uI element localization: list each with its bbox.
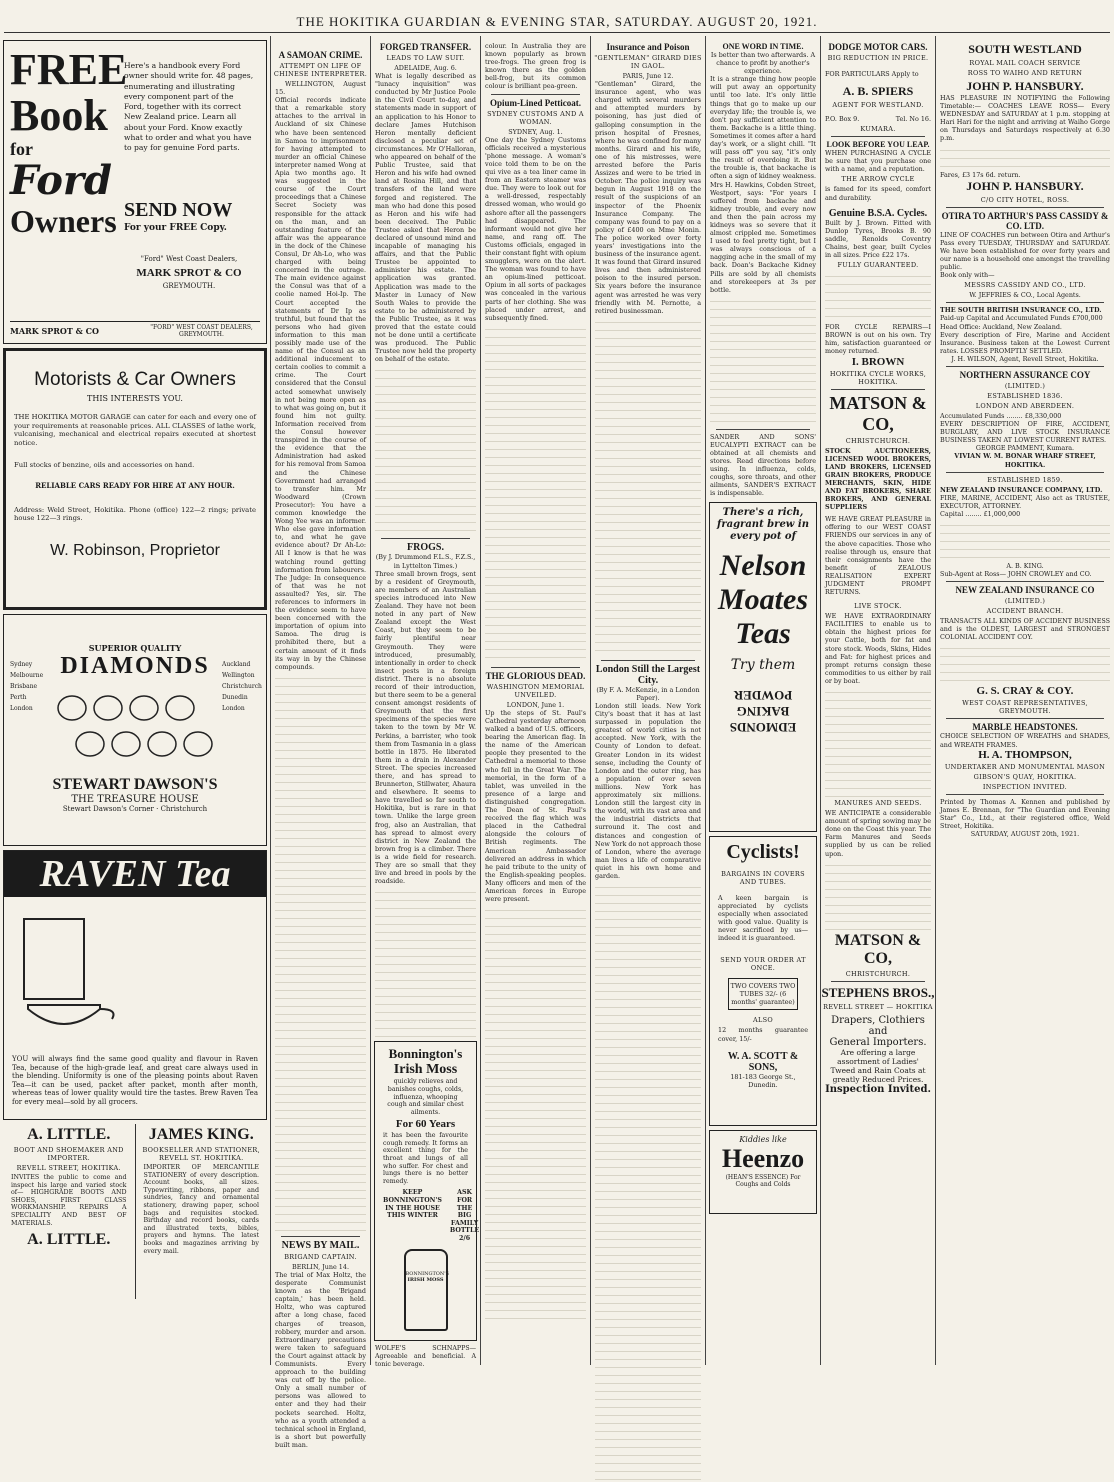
dodge-apply: FOR PARTICULARS Apply to (825, 70, 919, 78)
marble-headstones-title: MARBLE HEADSTONES. (972, 722, 1078, 733)
cyclists-advertisement (709, 836, 817, 1126)
separator (831, 389, 925, 390)
motorists-advertisement (3, 348, 267, 610)
nz-accident-branch: ACCIDENT BRANCH. (986, 607, 1064, 616)
news-by-mail-subtitle: BRIGAND CAPTAIN. (284, 1252, 357, 1261)
south-westland-subtitle: ROYAL MAIL COACH SERVICE (969, 59, 1081, 67)
frogs-body: Three small brown frogs, sent by a resident of Greymouth, are members of an Australian species introduced into New Zealand. They have not been noted in any part of New Zealand except the West Coast, but they seem to be fairly plentiful near Greymouth. They were introduced, presumably, intentionally in order to check insect pests in a foreign district. There is no absolute record of their introduction, but there seem to be a general consent amongst residents of Greymouth that the first specimens of the species were taken to the town by Mr W. Perkins, a barrister, who took them from Tasmania in a glass bottle in 1875. He liberated them in a drain in Alexander Street. The species increased there, and has spread to Brunnerton, Stillwater, Ahaura and elsewhere. It seems to have travelled so far south to Hokitika, but is rare in that town. Unlike the large green frog, also an Australian, that has spread to almost every district in New Zealand the brown frog is a climber. There is a wide field for research. They are so small that they live and breed in pools by the roadside. (375, 569, 476, 886)
diamonds-corner: Stewart Dawson's Corner · Christchurch (62, 805, 208, 813)
glorious-dead-body: Up the steps of St. Paul's Cathedral yesterday afternoon walked a band of U.S. officers, bearing the American flag. In the name of the American people they presented to the Cathedral a memorial to those who fell in the Great War. The memorial, in the form of a tablet, was unveiled in the presence of a large and distinguished congregation. The Dean of St. Paul's received the flag which was placed in the Cathedral alongside the colours of British regiments. The American Ambassador delivered an address in which he paid tribute to the unity of the English-speaking peoples. Many officers and men of the American forces in Europe were present. (485, 708, 586, 904)
raven-tea-title: RAVEN Tea (4, 851, 266, 897)
nz-insurance-capital: Capital ........ £1,000,000 (940, 509, 1021, 518)
dodge-telephone: Tel. No 16. (895, 115, 931, 124)
column-samoan (271, 36, 370, 1449)
thompson-invite: INSPECTION INVITED. (982, 782, 1068, 791)
raven-tea-advertisement (3, 850, 267, 1120)
cray-coy-name: G. S. CRAY & COY. (976, 685, 1074, 698)
bonningtons-keep: KEEP BONNINGTON'S IN THE HOUSE THIS WINTER (383, 1189, 442, 1220)
london-title: London Still the Largest City. (595, 663, 701, 686)
ford-dealer-town: GREYMOUTH. (162, 282, 216, 290)
bsa-cycles-body: Built by J. Brown. Fitted with Dunlop Tyres, Brooks B. 90 saddle, Renolds Coventry Chains, best gear, built Cycles in all sizes. Price £22 17s. (825, 218, 931, 260)
nz-insurance-continued (940, 520, 1110, 560)
separator (491, 667, 580, 668)
motorists-text: THE HOKITIKA MOTOR GARAGE can cater for each and every one of your requirements at reasonable prices. ALL CLASSES of lathe work, vulcanising, mechanical and electrical repairs executed at shortest notice. (14, 413, 256, 447)
matson-name: MATSON & CO, (829, 392, 927, 434)
forged-transfer-subtitle: LEADS TO LAW SUIT. (386, 54, 465, 62)
separator (946, 794, 1104, 795)
northern-established: ESTABLISHED 1836. (987, 391, 1063, 400)
bsa-cycles-title: Genuine B.S.A. Cycles. (828, 207, 928, 219)
ford-free-text: FREE (10, 45, 128, 94)
column-south-westland (936, 36, 1114, 1365)
bonningtons-advertisement (374, 1041, 480, 1341)
dodge-town: KUMARA. (860, 125, 896, 134)
news-by-mail-body: The trial of Max Holtz, the desperate Communist known as the 'Brigand captain,' has been held. Holtz, who was captured after a long chase, faced charges of treason, robbery, murder and arson. Extraordinary precautions were taken to safeguard the Court against attack by Communists. Every approach to the building was cut off by the police. Only a small number of persons was allowed to enter and they had their pockets searched. Holtz, who as a youth attended a technical school in Ergland, is a short but powerfully built man. (275, 1270, 366, 1449)
insurance-poison-title: Insurance and Poison (606, 42, 690, 52)
forged-transfer-dateline: ADELAIDE, Aug. 6. (394, 64, 457, 72)
opium-body: One day the Sydney Customs officials received a mysterious 'phone message. A woman's voice told them to be on the qui vive as a tea liner came in from an Eastern steamer was due. They were to look out for a well-dressed, respectably dressed woman, who would go ashore after all the passengers had disappeared. The informant would not give her name, and rang off. The Customs officials, engaged in their constant fight with opium smugglers, were on the alert. The woman was found to have an opium-lined petticoat. Opium in all sorts of packages was concealed in the various parts of her clothing. She was placed under arrest, and subsequently fined. (485, 135, 586, 322)
samoan-crime-subtitle: ATTEMPT ON LIFE OF CHINESE INTERPRETER. (273, 62, 368, 78)
bonningtons-bottle-row (379, 1189, 480, 1242)
dodge-agent-title: AGENT FOR WESTLAND. (832, 101, 924, 110)
glorious-dead-continued (485, 905, 586, 1325)
separator (946, 366, 1104, 367)
one-word-subtitle: Is better than two afterwards. A chance to profit by another's experience. (710, 51, 816, 76)
ford-footer-left: MARK SPROT & CO (10, 326, 99, 336)
bonningtons-quickly: quickly relieves and banishes coughs, colds, influenza, whooping cough and similar chest ailments. (387, 1078, 464, 1116)
south-westland-body: HAS PLEASURE IN NOTIFYING the Following Timetable:— COACHES LEAVE ROSS— Every WEDNESDAY and SATURDAY at 1 p.m. stopping at Hari Hari for the night and arriving at Waiho Gorge on Thursdays and Saturdays respectively at 6.30 p.m. (940, 94, 1110, 143)
motorists-stocks: Full stocks of benzine, oils and accessories on hand. (14, 461, 195, 469)
hansbury-signature: JOHN P. HANSBURY. (966, 178, 1084, 193)
bonningtons-body: it has been the favourite cough remedy. It forms an excellent thing for the throat and lungs of all who suffer. For chest and lungs there is no better remedy. (383, 1132, 468, 1185)
matson-body: WE HAVE GREAT PLEASURE in offering to our WEST COAST FRIENDS our services in any of the above capacities. Those who realise through us, ensure that their consignments have the benefit of ZEALOUS REALISATION EXPERT JUDGMENT PROMPT RETURNS. (825, 515, 931, 597)
motorists-proprietor: W. Robinson, Proprietor (50, 542, 220, 560)
cycle-repairs-notice: FOR CYCLE REPAIRS—I BROWN is out on his own. Try him, satisfaction guaranteed or money returned. (825, 323, 931, 356)
northern-body: EVERY DESCRIPTION OF FIRE, ACCIDENT, BURGLARY, AND LIVE STOCK INSURANCE BUSINESS TAKEN AT LOWEST CURRENT RATES. (940, 420, 1110, 445)
london-continued (595, 882, 701, 1482)
matson-trades: STOCK AUCTIONEERS, LICENSED WOOL BROKERS, LAND BROKERS, LICENSED GRAIN BROKERS, PRODUCE MERCHANTS, SKIN, HIDE AND FAT BROKERS, SHARE BROKERS, AND GENERAL SUPPLIERS (825, 446, 931, 512)
opium-dateline: SYDNEY, Aug. 1. (508, 127, 563, 136)
matson-live-stock-title: LIVE STOCK. (854, 602, 902, 611)
insurance-poison-dateline: PARIS, June 12. (622, 72, 674, 80)
south-british-capital: Paid-up Capital and Accumulated Funds £700,000 (940, 314, 1103, 323)
james-king-trade: BOOKSELLER AND STATIONER, REVELL ST. HOKITIKA. (142, 1146, 260, 1162)
ford-logo: Ford (10, 157, 112, 204)
stephens-invite: Inspection Invited. (825, 1083, 931, 1095)
matson-manures-title: MANURES AND SEEDS. (834, 799, 922, 808)
ford-dealer-name: MARK SPROT & CO (136, 267, 242, 279)
otira-title: OTIRA TO ARTHUR'S PASS CASSIDY & CO. LTD. (941, 210, 1109, 231)
motorists-subtitle: THIS INTERESTS YOU. (87, 394, 183, 403)
nz-insurance-sub-agent: Sub-Agent at Ross— JOHN CROWLEY and CO. (940, 570, 1092, 579)
news-by-mail-dateline: BERLIN, June 14. (292, 1262, 349, 1271)
cyclists-send-order: SEND YOUR ORDER AT ONCE. (720, 956, 806, 973)
jeffries-agents: W. JEFFRIES & CO., Local Agents. (969, 291, 1081, 300)
separator (281, 1236, 360, 1237)
nz-accident-limited: (LIMITED.) (1004, 597, 1046, 606)
column-ads-left (0, 36, 270, 1365)
south-westland-title: SOUTH WESTLAND (968, 42, 1082, 56)
hokitika-cycle-works: HOKITIKA CYCLE WORKS, HOKITIKA. (829, 369, 927, 386)
column-insurance (591, 36, 705, 1365)
london-byline: (By F. A. McKenzie, in a London Paper). (596, 685, 700, 702)
separator (381, 538, 470, 539)
stephens-line1: Drapers, Clothiers and (831, 1014, 925, 1037)
separator (946, 207, 1104, 208)
glorious-dead-title: THE GLORIOUS DEAD. (485, 670, 586, 681)
matson-manures-body: WE ANTICIPATE a considerable amount of spring sowing may be done on the Coast this year. The Farm Manures and Seeds supplied by us can be relied upon. (825, 809, 931, 858)
marble-headstones-body: CHOICE SELECTION OF WREATHS and SHADES, and WREATH FRAMES. (940, 732, 1110, 749)
ford-owners-text: Owners (10, 203, 117, 239)
scott-sons-address: 181-183 George St., Dunedin. (730, 1072, 796, 1089)
matson-signature: MATSON & CO, (834, 931, 922, 967)
hansbury-name: JOHN P. HANSBURY. (966, 79, 1084, 93)
matson-city: CHRISTCHURCH. (845, 436, 911, 445)
imprint-date: SATURDAY, AUGUST 20th, 1921. (970, 830, 1080, 839)
northern-offices: LONDON AND ABERDEEN. (975, 401, 1075, 410)
stephens-body: Are offering a large assortment of Ladies' Tweed and Rain Coats at greatly Reduced Prices. (830, 1047, 926, 1084)
samoan-crime-title: A SAMOAN CRIME. (278, 50, 363, 60)
little-text: INVITES the public to come and inspect his large and varied stock of— HIGHGRADE BOOTS AND SHOES, FIRST CLASS WORKMANSHIP. REPAIRS A SPECIALITY AND BEST OF MATERIALS. (11, 1174, 127, 1227)
ford-dealer-line: "Ford" West Coast Dealers, (140, 255, 238, 263)
wolfes-schnapps-notice: WOLFE'S SCHNAPPS—Agreeable and beneficial. A tonic beverage. (375, 1345, 476, 1368)
northern-funds: Accumulated Funds ........ £8,330,000 (940, 411, 1062, 420)
samoan-crime-dateline: WELLINGTON, August 15. (275, 80, 366, 97)
city-hotel-ross: C/O CITY HOTEL, ROSS. (980, 195, 1070, 204)
south-british-body: Every description of Fire, Marine and Accident Insurance. Business taken at the Lowest Current rates. LOSSES PROMPTLY SETTLED. (940, 330, 1110, 355)
teas-brand: Teas (735, 616, 791, 650)
bsa-guaranteed: FULLY GUARANTEED. (837, 261, 919, 270)
separator (946, 718, 1104, 719)
sanders-extract-notice: SANDER AND SONS' EUCALYPTI EXTRACT can be obtained at all chemists and stores. Read directions before using. In influenza, colds, coughs, sore throats, and other ailments, SANDER'S EXTRACT is indispensable. (710, 432, 816, 498)
bonningtons-product: Irish Moss (393, 1062, 458, 1078)
thompson-name: H. A. THOMPSON, (978, 748, 1072, 761)
ford-footer-right: "FORD" WEST COAST DEALERS, GREYMOUTH. (150, 324, 253, 338)
nz-accident-title: NEW ZEALAND INSURANCE CO (955, 585, 1095, 596)
ford-free-copy: For your FREE Copy. (124, 223, 227, 233)
frogs-byline: (By J. Drummond F.L.S., F.Z.S., in Lyttelton Times.) (375, 553, 476, 570)
bsa-continued (825, 271, 931, 321)
ford-book-text: Book (10, 91, 108, 140)
forged-transfer-title: FORGED TRANSFER. (379, 42, 472, 52)
diamonds-treasure-house: THE TREASURE HOUSE (71, 794, 199, 805)
news-by-mail-title: NEWS BY MAIL. (281, 1239, 360, 1251)
dodge-subtitle: BIG REDUCTION IN PRICE. (827, 54, 929, 62)
ford-for-text: for (10, 139, 33, 159)
forged-transfer-continued (375, 365, 476, 535)
motorists-hire: RELIABLE CARS READY FOR HIRE AT ANY HOUR. (35, 481, 235, 491)
matson-live-stock-body: WE HAVE EXTRAORDINARY FACILITIES to enable us to obtain the highest prices for your Cattle, both for fat and store stock. Woods, Skins, Hides and Fat: for highest prices and prompt returns consign these commodities to us either by rail or by boat. (825, 612, 931, 685)
samoan-crime-body: Official records indicate that a remarkable story attaches to the arrival in Auckland of six Chinese who have been sentenced in Samoa to imprisonment for having attempted to murder an official Chinese interpreter named Wong at Apia two months ago. It was suggested in the course of the Court proceedings that a Chinese Secret Society was responsible for the attack on the man, and an outstanding feature of the affair was the appearance in the dock of the Chinese Consul, Dr Ah-Lo, who was charged with being concerned in the outrage. The main evidence against the Consul was that of a coolie named Hoi-Ip. The Court accepted the statements of Dr Ip as truthful, but found that the persons who had given information to this man possibly made use of the name of the Consul as an additional inducement to certain coolies to commit a crime. The Court considered that the Consul acted somewhat unwisely in not being more open as to what was going on, but it found him not guilty. Information received from the Consul however transpired in the course of the evidence that the Administration had asked for his removal from Samoa and the Chinese Government had arranged to transfer him. Mr Woodward (Crown Prosecutor): You have a common knowledge the Wong Yee was an informer. Who else gave information to, and what he gave evidence about? Dr Ah-Lo: All I know is that he was watching round getting information from labourers. The Judge: In consequence of that was he not assaulted? Yes, sir. The references to informers in the evidence seem to have been concerned with the importation of opium into Samoa. The drug is prohibited there, but a certain amount of it finds its way in by the Chinese compounds. (275, 96, 366, 671)
printer-imprint: Printed by Thomas A. Kennen and published by James E. Brennan, for "The Guardian and Evening Star" Co., Ltd., at their registered office, Weld Street, Hokitika. (940, 797, 1110, 830)
insurance-poison-continued (595, 317, 701, 657)
thompson-trade: UNDERTAKER AND MONUMENTAL MASON (944, 762, 1106, 771)
glorious-dead-dateline: LONDON, June 1. (506, 700, 565, 709)
bonningtons-years: For 60 Years (395, 1118, 456, 1131)
diamonds-jeweller-name: STEWART DAWSON'S (52, 776, 218, 793)
heenzo-subtitle: (HEAN'S ESSENCE) For Coughs and Colds (725, 1173, 801, 1188)
separator (946, 472, 1104, 473)
south-westland-continued (940, 145, 1110, 169)
otira-book: Book only with— (940, 271, 995, 280)
diamonds-quality: SUPERIOR QUALITY (88, 643, 182, 653)
matson-manures-continued (825, 860, 931, 930)
bottom-left-ads (3, 1124, 267, 1299)
insurance-poison-body: "Gentleman" Girard, the insurance agent, who was charged with several murders and attempted murders by poisoning, has just died of galloping consumption in the prison hospital of Fresnes, where he was confined for many months. Girard and his wife, one of his mistresses, were arrested before the Paris Assizes and were to be tried in October. The police inquiry was begun in August 1918 on the result of the suspicions of an inspector of the Phoenix Insurance Company. The company was found to pay on a policy of £400 on Mme Monin. The police worked over forty years' investigations into the business of the insurance agent. It was found that Girard insured lives and then administered poison to the insured person. Six years before the insurance agent was arrested he was very friendly with M. Pernotte, a retired businessman. (595, 80, 701, 315)
south-british-agent: J. H. WILSON, Agent, Revell Street, Hokitika. (951, 354, 1099, 363)
ford-advertisement (3, 40, 267, 344)
cyclists-also: ALSO (753, 1016, 773, 1025)
separator (946, 581, 1104, 582)
south-westland-fares: Fares, £3 17s 6d. return. (940, 170, 1021, 179)
diamonds-title: DIAMONDS (60, 653, 210, 679)
little-advertisement (3, 1124, 136, 1299)
nz-accident-continued (940, 643, 1110, 683)
separator (831, 981, 925, 982)
column-dodge (821, 36, 935, 1365)
diamonds-advertisement (3, 614, 267, 846)
stephens-name: STEPHENS BROS., (821, 984, 935, 1000)
motorists-title: Motorists & Car Owners (34, 369, 236, 390)
ford-headline (10, 45, 128, 239)
cyclists-subtitle: BARGAINS IN COVERS AND TUBES. (721, 869, 805, 886)
little-signature: A. LITTLE. (27, 1231, 111, 1249)
forged-transfer-body: What is legally described as "lunacy inquisition" was conducted by Mr Justice Poole in the Civil Court to-day, and statements made in support of an application to his Honor to declare James Hutchison Heron mentally deficient disclosed a peculiar set of circumstances. Mr O'Halloran, who appeared on behalf of the Public Trustee, said that Heron and his wife had owned land at Rosina Hill, and that transfers of the land were forged and registered. The man who had done this posed as Heron and his wife had been deceived. The Public Trustee asked that Heron be declared of unsound mind and incapable of managing his affairs, and that the Public Trustee be appointed to administer his estate. The application was granted. Application was made to the Master in Lunacy of New South Wales to provide the estate to be administered by the Public Trustee, as it was proved that the estate could not be done until a certificate was produced. The Public Trustee now held the property on behalf of the estate. (375, 72, 476, 364)
south-british-title: THE SOUTH BRITISH INSURANCE CO., LTD. (940, 306, 1102, 315)
frogs-continued (375, 887, 476, 1037)
samoan-crime-continued (275, 673, 366, 1233)
northern-assurance-title: NORTHERN ASSURANCE COY (959, 369, 1091, 380)
heenzo-brand: Heenzo (721, 1143, 805, 1173)
brown-name: I. BROWN (851, 355, 905, 368)
nelson-moates-slogan: There's a rich, fragrant brew in every pot of (717, 506, 809, 542)
diamonds-left-towns: Sydney Melbourne Brisbane Perth London (10, 661, 44, 712)
separator (946, 302, 1104, 303)
james-king-text: IMPORTER OF MERCANTILE STATIONERY of every description. Account books, all sizes. Typewriting, ribbons, paper and sundries, fancy and ornamental stationery, drawing paper, school bags and requisites stocked. Birthday and record books, cards and illustrated texts, bibles, prayers and hymns. The latest books and magazines arriving by every mail. (143, 1164, 259, 1255)
frogs-title: FROGS. (407, 542, 444, 554)
ford-send-now: SEND NOW (124, 199, 233, 221)
cyclists-title: Cyclists! (726, 840, 800, 863)
raven-tea-text: YOU will always find the same good quality and flavour in Raven Tea, because of the high-grade leaf, and great care always used in the blending. Uniformity is one of the pleasing points about Raven Tea—it can be used, packet after packet, month after month, whereas teas of lower quality would tire the tastes. Brew Raven Tea for every meal—sold by all grocers. (12, 1055, 258, 1106)
dodge-title: DODGE MOTOR CARS. (828, 42, 928, 52)
separator (601, 660, 695, 661)
james-king-advertisement (136, 1124, 268, 1299)
south-british-office: Head Office: Auckland, New Zealand. (940, 322, 1062, 331)
matson-continued (825, 687, 931, 797)
motorists-address: Address: Weld Street, Hokitika. Phone (office) 122—2 rings; private house 122—3 rings. (14, 506, 256, 523)
column-opium (481, 36, 590, 1365)
bonningtons-bottle-label: BONNINGTON'S (405, 1270, 450, 1277)
nelson-try-them: Try them (730, 656, 796, 673)
stephens-line2: General Importers. (829, 1036, 927, 1048)
opium-continued (485, 324, 586, 664)
bonningtons-bottle (404, 1249, 448, 1331)
one-word-title: ONE WORD IN TIME. (722, 42, 804, 51)
arrow-cycle-body: is famed for its speed, comfort and durability. (825, 185, 931, 202)
edmonds-baking-powder: EDMONDS BAKING POWDER (729, 687, 797, 735)
nz-insurance-agent: A. B. KING. (1006, 562, 1044, 570)
tea-cup-illustration (14, 909, 124, 1049)
arrow-cycle-title: THE ARROW CYCLE (841, 175, 915, 184)
frogs-continuation: colour. In Australia they are known popularly as brown tree-frogs. The green frog is known there as the golden bell-frog, but its common colour is brilliant pea-green. (485, 42, 586, 91)
cyclists-body: A keen bargain is appreciated by cyclists especially when associated with good value. Quality is never sacrificed by us—indeed it is guaranteed. (718, 893, 808, 943)
little-name: A. LITTLE. (27, 1126, 111, 1143)
little-trade: BOOT AND SHOEMAKER AND IMPORTER. (13, 1146, 124, 1162)
london-body: London still leads. New York City's boast that it has at last surpassed in population the greatest of world cities is not accepted. New York, with the County of London to defeat. Greater London in its widest sense, including the County of London and the outer ring, has a population of over seven millions. New York has approximately six millions. London still the largest city in the world, with its vast area and the industrial districts that surround it. The cost and distances and congestion of New York do not approach those of London, where the average man lives a life of comparative quiet in his own home and garden. (595, 702, 701, 880)
separator (831, 136, 925, 137)
dodge-contact-row (825, 115, 931, 123)
nz-insurance-lines: FIRE, MARINE, ACCIDENT, Also act as TRUSTEE, EXECUTOR, ATTORNEY. (940, 493, 1110, 510)
northern-limited: (LIMITED.) (1004, 381, 1046, 390)
glorious-dead-subtitle: WASHINGTON MEMORIAL UNVEILED. (486, 682, 585, 699)
column-forged-transfer (371, 36, 480, 1368)
nelson-brand: Nelson (719, 548, 807, 582)
bonningtons-name: Bonnington's (388, 1046, 463, 1062)
south-westland-route: ROSS TO WAIHO AND RETURN (967, 69, 1083, 77)
ring-illustrations (50, 686, 220, 766)
dodge-agent-name: A. B. SPIERS (842, 84, 914, 99)
thompson-address: GIBSON'S QUAY, HOKITIKA. (973, 772, 1077, 781)
cyclists-two-covers: TWO COVERS TWO TUBES 32/- (6 months' guarantee) (728, 978, 798, 1010)
column-one-word (706, 36, 820, 1365)
ford-description: Here's a handbook every Ford owner should write for. 48 pages, enumerating and illustrating every component part of the Ford, together with its correct New Zealand price. Learn all about your Ford. Know exactly what to order and what you have to pay for genuine Ford parts. (124, 61, 254, 153)
heenzo-caption: Kiddies like (739, 1134, 787, 1144)
northern-chief-agent: VIVIAN W. M. BONAR WHARF STREET, HOKITIKA. (954, 452, 1096, 469)
northern-agent: GEORGE PAMMENT, Kumara. (975, 444, 1075, 453)
masthead: THE HOKITIKA GUARDIAN & EVENING STAR, SATURDAY. AUGUST 20, 1921. (296, 14, 818, 29)
separator (491, 94, 580, 95)
little-address: REVELL STREET, HOKITIKA. (16, 1164, 121, 1172)
masthead-rule (4, 32, 1110, 33)
insurance-poison-subtitle: "GENTLEMAN" GIRARD DIES IN GAOL. (594, 54, 702, 70)
bonningtons-bottle-product: IRISH MOSS (407, 1276, 444, 1283)
opium-subtitle: SYDNEY CUSTOMS AND A WOMAN. (487, 109, 584, 126)
scott-sons-name: W. A. SCOTT & SONS, (727, 1050, 799, 1073)
moates-brand: Moates (718, 582, 808, 616)
leap-title: LOOK BEFORE YOU LEAP. (826, 140, 930, 150)
nz-insurance-established: ESTABLISHED 1859. (987, 475, 1063, 484)
matson-signature-city: CHRISTCHURCH. (845, 969, 911, 978)
nelson-moates-advertisement (709, 502, 817, 832)
separator (716, 429, 810, 430)
opium-title: Opium-Lined Petticoat. (490, 97, 581, 108)
leap-body: WHEN PURCHASING A CYCLE be sure that you purchase one with a name, and a reputation. (825, 149, 931, 174)
heenzo-advertisement (709, 1130, 817, 1214)
diamonds-right-towns: Auckland Wellington Christchurch Dunedin London (222, 661, 262, 712)
nz-accident-body: TRANSACTS ALL KINDS OF ACCIDENT BUSINESS and is the OLDEST, LARGEST and STRONGEST COLONIAL ACCIDENT COY. (940, 617, 1110, 642)
dodge-po-box: P.O. Box 9. (825, 115, 860, 124)
bonningtons-ask: ASK FOR THE BIG FAMILY BOTTLE 2/6 (449, 1189, 480, 1242)
cray-coy-sub: WEST COAST REPRESENTATIVES, GREYMOUTH. (962, 699, 1088, 716)
nz-insurance-title: NEW ZEALAND INSURANCE COMPANY, LTD. (940, 485, 1103, 494)
otira-body: LINE OF COACHES run between Otira and Arthur's Pass every TUESDAY, THURSDAY and SATURDAY. We have been established for over forty years and our name is a household one amongst the travelling public. (940, 230, 1110, 272)
cyclists-twelve-months: 12 months guarantee cover, 15/- (718, 1026, 808, 1043)
one-word-body: It is a strange thing how people will put away an opportunity until too late. It's only little things that go to make up our everyday life; the trouble is, we don't pay sufficient attention to them. Backache is a little thing. Sometimes it comes after a hard day's work, or a slight chill. "It will pass off" you say, "it's only the result of overdoing it. But the trouble is, that backache is often a sign of kidney weakness. Mrs H. Hawkins, Cobden Street, Westport, says: "For years I suffered from backache and kidney trouble, and every now and then the pain across my kidneys was so severe that it almost crippled me. Sometimes I used to feel pretty tight, but I was always conscious of a nagging ache in the small of my back. Doan's Backache Kidney Pills are sold by all chemists and storekeepers at 3s per bottle. (710, 75, 816, 294)
one-word-continued (710, 296, 816, 426)
stephens-street: REVELL STREET — HOKITIKA (823, 1002, 933, 1011)
ford-footer-rule (10, 321, 260, 322)
james-king-name: JAMES KING. (148, 1126, 254, 1143)
cassidy-name: MESSRS CASSIDY AND CO., LTD. (964, 281, 1086, 290)
